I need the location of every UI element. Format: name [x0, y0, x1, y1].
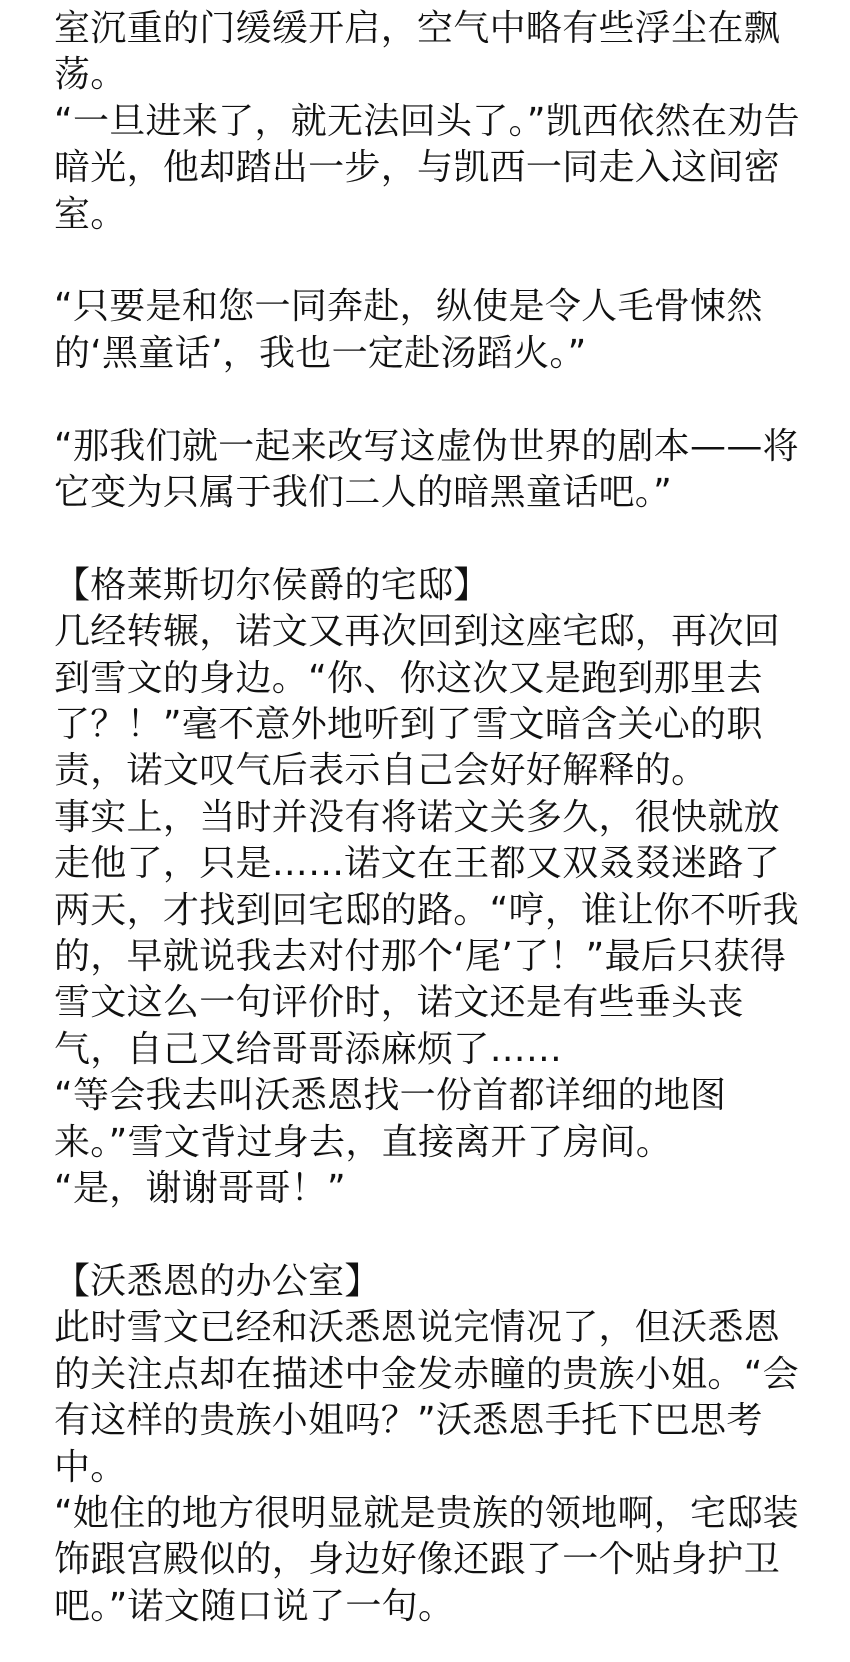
paragraph: 几经转辗，诺文又再次回到这座宅邸，再次回到雪文的身边。“你、你这次又是跑到那里去了？！”毫不意外地听到了雪文暗含关心的职责，诺文叹气后表示自己会好好解释的。	[54, 611, 781, 792]
paragraph: “她住的地方很明显就是贵族的领地啊，宅邸装饰跟宫殿似的，身边好像还跟了一个贴身护卫吧。”诺文随口说了一句。	[54, 1492, 799, 1627]
paragraph: “一旦进来了，就无法回头了。”凯西依然在劝告暗光，他却踏出一步，与凯西一同走入这间密室。	[54, 100, 800, 235]
paragraph: 此时雪文已经和沃悉恩说完情况了，但沃悉恩的关注点却在描述中金发赤瞳的贵族小姐。“会有这样的贵族小姐吗？”沃悉恩手托下巴思考中。	[54, 1307, 799, 1488]
paragraph: 事实上，当时并没有将诺文关多久，很快就放走他了，只是……诺文在王都又双叒叕迷路了两天，才找到回宅邸的路。“哼，谁让你不听我的，早就说我去对付那个‘尾’了！”最后只获得雪文这么一句评价时，诺文还是有些垂头丧气，自己又给哥哥添麻烦了……	[54, 796, 799, 1070]
section-heading: 【格莱斯切尔侯爵的宅邸】	[54, 564, 490, 606]
spacer	[54, 377, 810, 423]
paragraph: “是，谢谢哥哥！”	[54, 1168, 347, 1210]
paragraph: “只要是和您一同奔赴，纵使是令人毛骨悚然的‘黑童话’，我也一定赴汤蹈火。”	[54, 286, 763, 374]
spacer	[54, 238, 810, 284]
paragraph: 室沉重的门缓缓开启，空气中略有些浮尘在飘荡。	[54, 8, 781, 96]
paragraph: “那我们就一起来改写这虚伪世界的剧本——将它变为只属于我们二人的暗黑童话吧。”	[54, 425, 799, 514]
section-heading: 【沃悉恩的办公室】	[54, 1260, 381, 1302]
paragraph: “等会我去叫沃悉恩找一份首都详细的地图来。”雪文背过身去，直接离开了房间。	[54, 1075, 727, 1163]
spacer	[54, 1213, 810, 1259]
spacer	[54, 516, 810, 562]
